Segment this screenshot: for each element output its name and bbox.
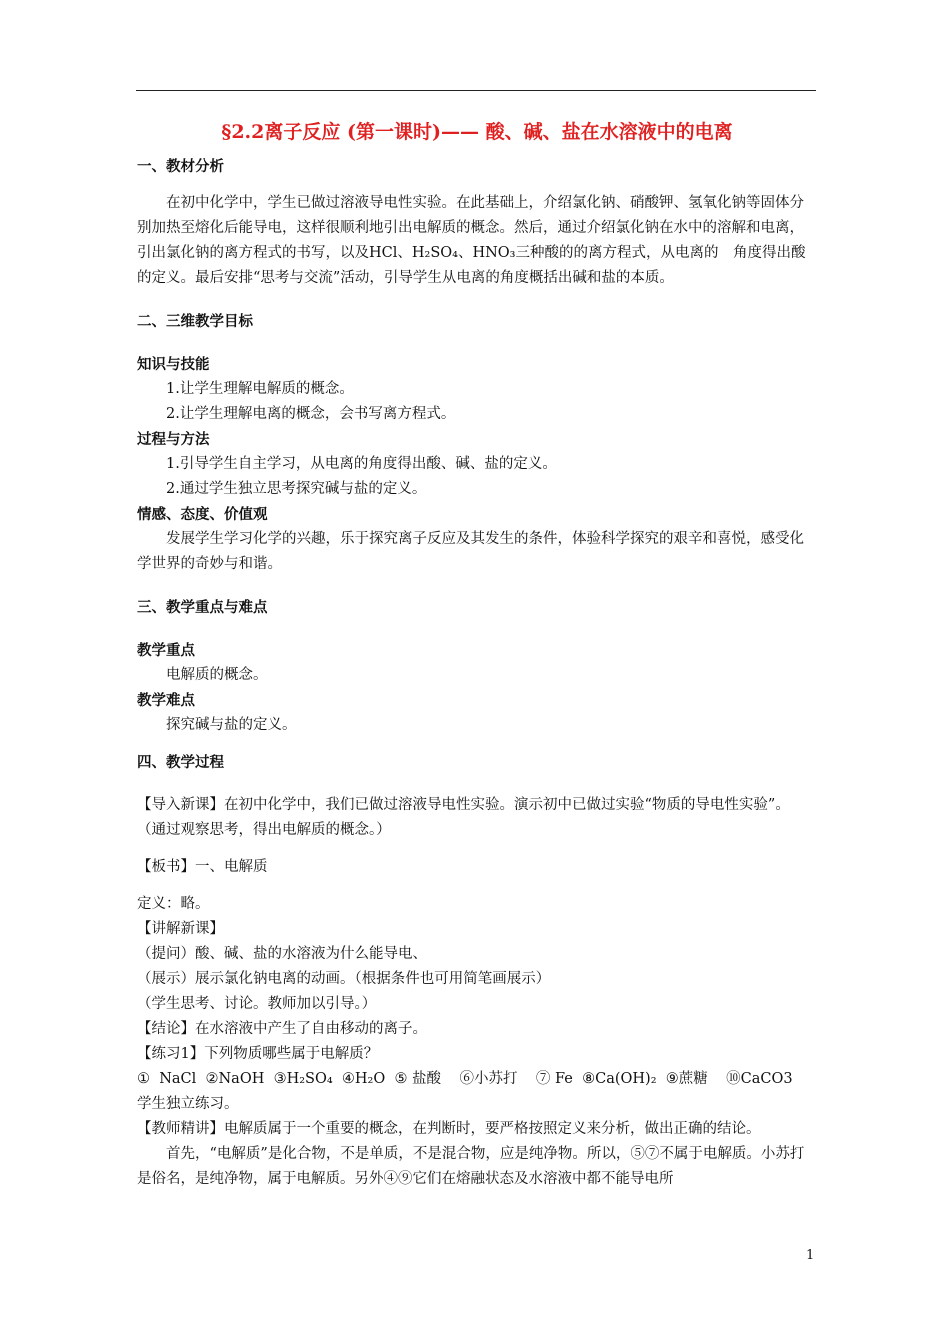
difficulty-text: 探究碱与盐的定义。: [166, 717, 297, 733]
emotion-text: 发展学生学习化学的兴趣，乐于探究离子反应及其发生的条件，体验科学探究的艰辛和喜悦，感受化学世界的奇妙与和谐。: [137, 531, 804, 572]
exercise-line: 【练习1】下列物质哪些属于电解质？: [137, 1046, 379, 1062]
key-text: 电解质的概念。: [166, 667, 268, 683]
process-title: 过程与方法: [137, 431, 210, 448]
conclusion-line: 【结论】在水溶液中产生了自由移动的离子。: [137, 1021, 427, 1037]
emotion-title: 情感、态度、价值观: [137, 506, 268, 523]
knowledge-item-1: 1.让学生理解电解质的概念。: [166, 381, 354, 397]
analysis-paragraph: 在初中化学中，学生已做过溶液导电性实验。在此基础上，介绍氯化钠、硝酸钾、氢氧化钠等固体分别加热至熔化后能导电，这样很顺利地引出电解质的概念。然后，通过介绍氯化钠在水中的溶解和电离，引出氯化钠的离方程式的书写，以及HCl、H₂SO₄、HNO₃三种酸的的离方程式，从电离的 角度得出酸的定义。最后安排“思考与交流”活动，引导学生从电离的角度概括出碱和盐的本质。: [137, 195, 806, 286]
explain-paragraph: 首先，“电解质”是化合物，不是单质，不是混合物，应是纯净物。所以，⑤⑦不属于电解质。小苏打是俗名，是纯净物，属于电解质。另外④⑨它们在熔融状态及水溶液中都不能导电所: [137, 1146, 805, 1187]
key-title: 教学重点: [137, 642, 195, 659]
intro-note: （通过观察思考，得出电解质的概念。）: [137, 822, 391, 838]
page-number: 1: [806, 1248, 815, 1263]
section-heading-keypoints: 三、教学重点与难点: [137, 599, 268, 616]
knowledge-title: 知识与技能: [137, 356, 210, 373]
section-heading-process: 四、教学过程: [137, 754, 224, 771]
show-line: （展示）展示氯化钠电离的动画。（根据条件也可用简笔画展示）: [137, 971, 551, 987]
section-heading-analysis: 一、教材分析: [137, 158, 224, 175]
exercise-options: ① NaCl ②NaOH ③H₂SO₄ ④H₂O ⑤ 盐酸 ⑥小苏打 ⑦ Fe ⑧Ca(OH)₂ ⑨蔗糖 ⑩CaCO3: [137, 1071, 793, 1087]
process-item-2: 2.通过学生独立思考探究碱与盐的定义。: [166, 481, 427, 497]
definition-line: 定义：略。: [137, 896, 210, 912]
intro-paragraph: 【导入新课】在初中化学中，我们已做过溶液导电性实验。演示初中已做过实验“物质的导电性实验”。: [137, 797, 790, 813]
page-title: §2.2离子反应 (第一课时)—— 酸、碱、盐在水溶液中的电离: [221, 121, 733, 143]
question-line: （提问）酸、碱、盐的水溶液为什么能导电、: [137, 946, 427, 962]
knowledge-item-2: 2.让学生理解电离的概念，会书写离方程式。: [166, 406, 456, 422]
process-item-1: 1.引导学生自主学习，从电离的角度得出酸、碱、盐的定义。: [166, 456, 557, 472]
explain-line: 【教师精讲】电解质属于一个重要的概念，在判断时，要严格按照定义来分析，做出正确的结论。: [137, 1121, 761, 1137]
discuss-line: （学生思考、讨论。教师加以引导。）: [137, 996, 377, 1012]
header-rule: [136, 90, 816, 91]
document-page: [137, 118, 817, 1192]
practice-line: 学生独立练习。: [137, 1096, 239, 1112]
section-heading-objectives: 二、三维教学目标: [137, 313, 253, 330]
difficulty-title: 教学难点: [137, 692, 195, 709]
lecture-line: 【讲解新课】: [137, 921, 224, 937]
board-line: 【板书】一、电解质: [137, 859, 268, 875]
